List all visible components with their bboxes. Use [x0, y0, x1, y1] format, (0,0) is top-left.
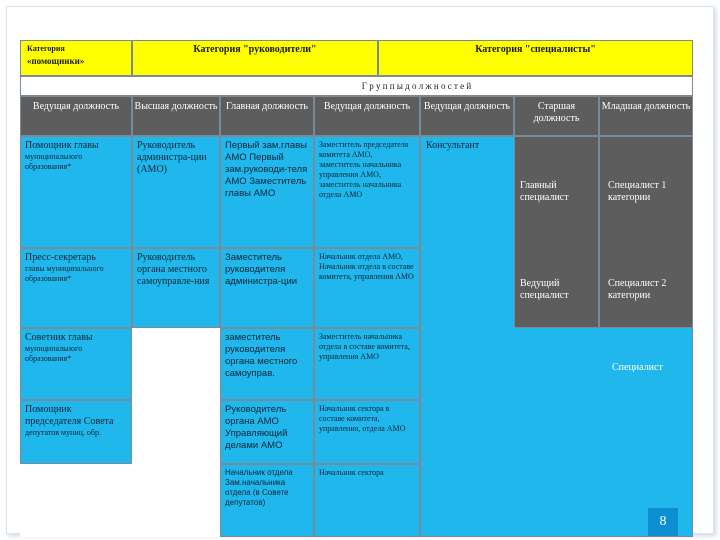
- assistant-row-4: [20, 400, 132, 464]
- leading-row-3: Заместитель начальника отдела в составе комитета, управления АМО: [314, 328, 420, 400]
- main-row-3: заместитель руководителя органа местного самоуправ.: [220, 328, 314, 400]
- assistant-row-2: [20, 248, 132, 328]
- empty-cell: [20, 464, 132, 537]
- category-specialists-label: Категория "специалисты": [475, 44, 596, 55]
- category-specialists-header: [378, 40, 693, 76]
- leading-row-1: Заместитель председателя комитета АМО, заместитель начальника управления АМО, заместитель начальника отдела АМО: [314, 136, 420, 248]
- assistant-title: Помощник главы: [25, 140, 99, 151]
- assistant-title: Пресс-секретарь: [25, 252, 96, 263]
- column-header-5: Ведущая должность: [420, 96, 514, 136]
- assistant-subtitle: депутатов муниц. обр.: [25, 428, 101, 437]
- column-header-1: Ведущая должность: [20, 96, 132, 136]
- leading-row-2: Начальник отдела АМО, Начальник отдела в составе комитета, управления АМО: [314, 248, 420, 328]
- column-header-2: Высшая должность: [132, 96, 220, 136]
- junior-row-1: Специалист 1 категории: [608, 180, 667, 203]
- category-assistants-line2: «помощники»: [27, 56, 85, 66]
- column-header-4: Ведущая должность: [314, 96, 420, 136]
- column-header-6: Старшая должность: [514, 96, 599, 136]
- groups-label: Г р у п п ы д о л ж н о с т е й: [361, 81, 472, 91]
- main-row-5: Начальник отдела Зам.начальника отдела (в Совете депутатов): [220, 464, 314, 537]
- assistant-subtitle: муниципального образования*: [25, 152, 83, 171]
- leading-row-4: Начальник сектора в составе комитета, управления, отдела АМО: [314, 400, 420, 464]
- category-assistants-header: [20, 40, 132, 76]
- leading-row-5: Начальник сектора: [314, 464, 420, 537]
- assistant-row-1: [20, 136, 132, 248]
- groups-header: [20, 76, 693, 96]
- category-managers-header: [132, 40, 378, 76]
- senior-row-2: Ведущий специалист: [520, 278, 569, 301]
- main-row-2: Заместитель руководителя администра-ции: [220, 248, 314, 328]
- assistant-row-3: [20, 328, 132, 400]
- positions-table: [20, 40, 693, 537]
- highest-row-2: Руководитель органа местного самоуправле-ния: [132, 248, 220, 328]
- empty-cell: [132, 328, 220, 537]
- assistant-title: Советник главы: [25, 332, 93, 343]
- assistant-title: Помощник председателя Совета: [25, 404, 114, 427]
- category-assistants-line1: Категория: [27, 44, 65, 53]
- highest-row-1: Руководитель администра-ции (АМО): [132, 136, 220, 248]
- main-row-4: Руководитель органа АМО Управляющий делами АМО: [220, 400, 314, 464]
- category-managers-label: Категория "руководители": [193, 44, 317, 55]
- senior-row-1: Главный специалист: [520, 180, 569, 203]
- junior-row-2: Специалист 2 категории: [608, 278, 667, 301]
- assistant-subtitle: муниципального образования*: [25, 344, 83, 363]
- column-header-7: Младшая должность: [599, 96, 693, 136]
- consultant-label: Консультант: [426, 140, 480, 151]
- junior-row-3: Специалист: [612, 362, 663, 373]
- assistant-subtitle: главы муниципального образования*: [25, 264, 104, 283]
- page-number-badge: 8: [648, 508, 678, 536]
- main-row-1: Первый зам.главы АМО Первый зам.руководи-теля АМО Заместитель главы АМО: [220, 136, 314, 248]
- column-header-3: Главная должность: [220, 96, 314, 136]
